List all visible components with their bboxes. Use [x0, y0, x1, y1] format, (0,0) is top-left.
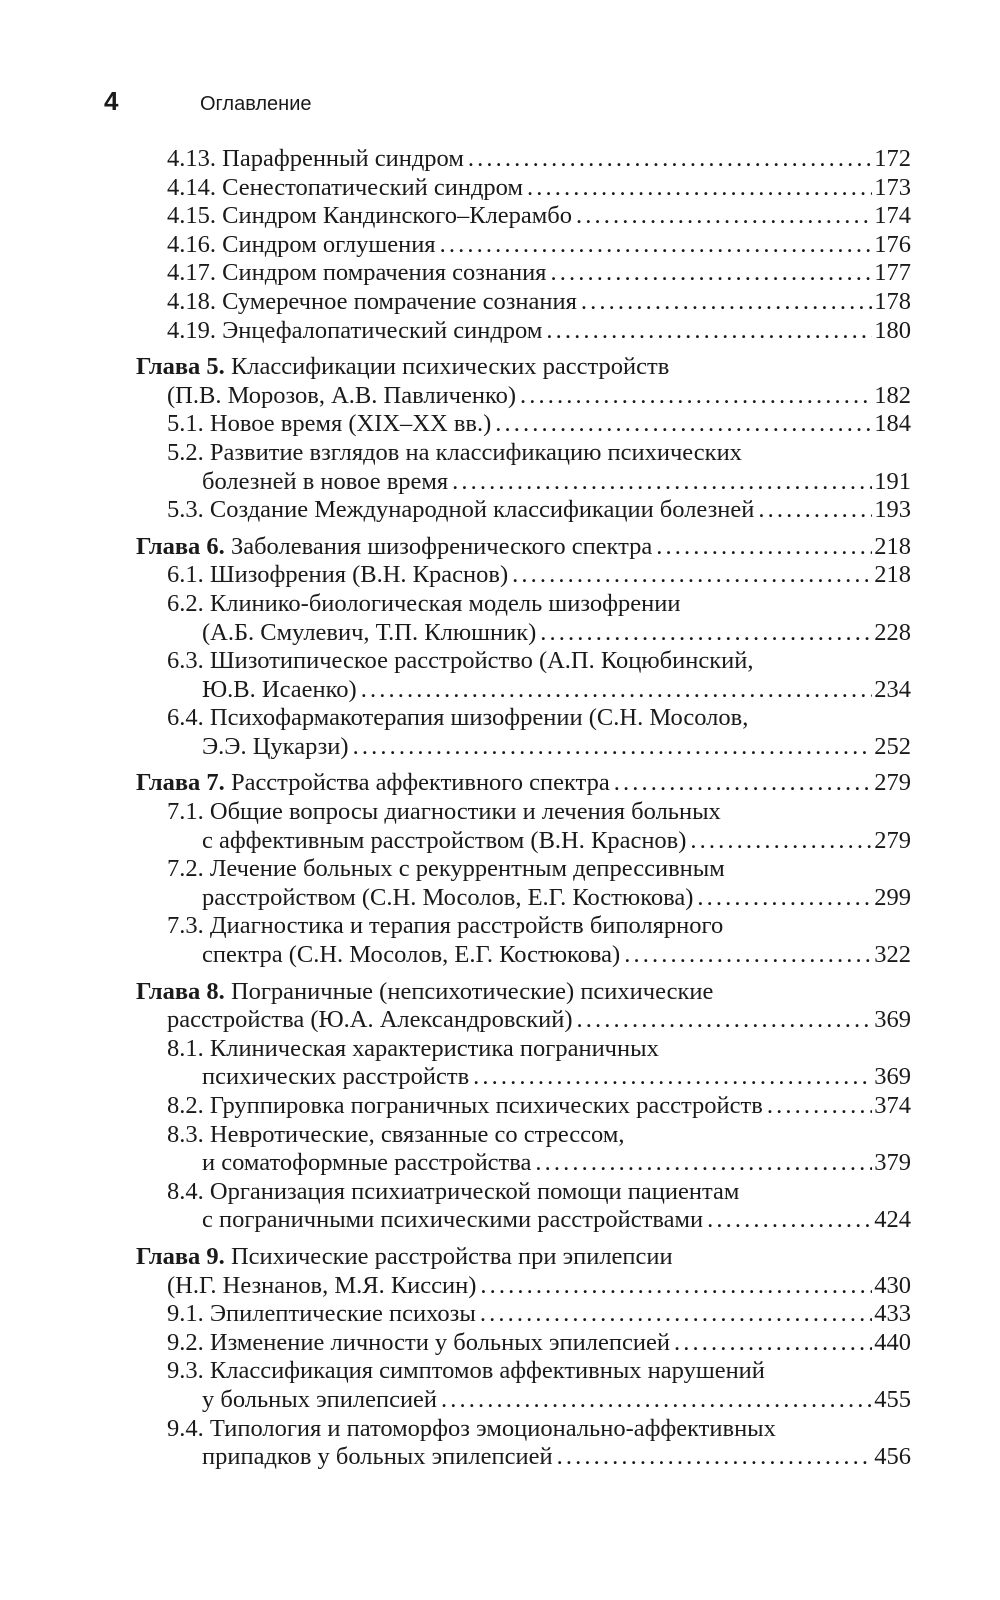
toc-page-number: 178	[874, 287, 911, 315]
toc-entry-7-3[interactable]	[136, 912, 911, 941]
toc-entry-6-1[interactable]	[136, 561, 911, 590]
toc-entry-8-4[interactable]	[136, 1178, 911, 1207]
toc-page-number: 430	[874, 1271, 911, 1299]
leader-dots	[763, 1092, 872, 1121]
toc-entry-8-2[interactable]	[136, 1092, 911, 1121]
toc-entry-title-cont: психических расстройств	[202, 1063, 470, 1091]
toc-page-number: 191	[874, 467, 911, 495]
chapter-label: Глава 6.	[136, 532, 225, 560]
toc-entry-4-14[interactable]	[136, 174, 911, 203]
chapter-title-cont: (П.В. Морозов, А.В. Павличенко)	[167, 381, 517, 409]
chapter-label: Глава 5.	[136, 353, 225, 381]
toc-entry-4-15[interactable]	[136, 202, 911, 231]
toc-entry-4-17[interactable]	[136, 259, 911, 288]
leader-dots	[476, 1300, 872, 1329]
toc-page-number: 322	[874, 941, 911, 969]
toc-page-number: 234	[874, 675, 911, 703]
toc-entry-5-2-cont[interactable]	[136, 468, 911, 497]
toc-entry-title: 4.16. Синдром оглушения	[167, 230, 436, 258]
toc-entry-8-3[interactable]	[136, 1121, 911, 1150]
leader-dots	[542, 317, 872, 346]
leader-dots	[577, 288, 872, 317]
toc-page-number: 184	[874, 410, 911, 438]
toc-entry-title-cont: спектра (С.Н. Мосолов, Е.Г. Костюкова)	[202, 941, 621, 969]
toc-entry-title: 5.3. Создание Международной классификации болезней	[167, 496, 755, 524]
toc-entry-8-3-cont[interactable]	[136, 1149, 911, 1178]
chapter-label: Глава 7.	[136, 769, 225, 797]
toc-page-number: 424	[874, 1206, 911, 1234]
toc-entry-title: 9.2. Изменение личности у больных эпилепсией	[167, 1328, 670, 1356]
toc-entry-title: 4.19. Энцефалопатический синдром	[167, 316, 543, 344]
toc-entry-6-4[interactable]	[136, 704, 911, 733]
toc-chapter-7[interactable]	[136, 769, 911, 798]
toc-entry-4-19[interactable]	[136, 317, 911, 346]
toc-entry-title: 7.3. Диагностика и терапия расстройств биполярного	[167, 912, 724, 940]
toc-page-number: 252	[874, 732, 911, 760]
toc-entry-title-cont: припадков у больных эпилепсией	[202, 1443, 553, 1471]
toc-chapter-9[interactable]	[136, 1243, 911, 1272]
toc-entry-5-2[interactable]	[136, 439, 911, 468]
toc-entry-9-4[interactable]	[136, 1415, 911, 1444]
chapter-title-cont: расстройства (Ю.А. Александровский)	[167, 1006, 573, 1034]
toc-entry-9-4-cont[interactable]	[136, 1443, 911, 1472]
toc-entry-title: 5.1. Новое время (XIX–XX вв.)	[167, 410, 492, 438]
toc-entry-7-2[interactable]	[136, 855, 911, 884]
toc-entry-title: 4.15. Синдром Кандинского–Клерамбо	[167, 202, 573, 230]
toc-entry-title-cont: и соматоформные расстройства	[202, 1149, 532, 1177]
toc-entry-9-2[interactable]	[136, 1329, 911, 1358]
toc-entry-6-4-cont[interactable]	[136, 733, 911, 762]
toc-entry-title: 8.3. Невротические, связанные со стрессом,	[167, 1120, 625, 1148]
toc-entry-title: 6.3. Шизотипическое расстройство (А.П. Коцюбинский,	[167, 647, 754, 675]
toc-entry-title-cont: Ю.В. Исаенко)	[202, 675, 357, 703]
leader-dots	[464, 145, 872, 174]
leader-dots	[436, 231, 873, 260]
leader-dots	[448, 468, 872, 497]
leader-dots	[553, 1443, 873, 1472]
toc-page-number: 369	[874, 1006, 911, 1034]
toc-entry-title: 4.14. Сенестопатический синдром	[167, 173, 523, 201]
leader-dots	[491, 410, 872, 439]
toc-entry-4-16[interactable]	[136, 231, 911, 260]
leader-dots	[652, 533, 872, 562]
table-of-contents	[136, 145, 911, 1472]
leader-dots	[620, 941, 872, 970]
toc-page-number: 180	[874, 316, 911, 344]
toc-entry-6-3-cont[interactable]	[136, 676, 911, 705]
leader-dots	[508, 561, 872, 590]
toc-page-number: 455	[874, 1385, 911, 1413]
leader-dots	[516, 382, 872, 411]
toc-entry-title: 6.2. Клинико-биологическая модель шизофрении	[167, 589, 681, 617]
leader-dots	[437, 1386, 872, 1415]
chapter-title-cont: (Н.Г. Незнанов, М.Я. Киссин)	[167, 1271, 477, 1299]
toc-chapter-8[interactable]	[136, 978, 911, 1007]
toc-entry-6-3[interactable]	[136, 647, 911, 676]
toc-page-number: 279	[874, 826, 911, 854]
toc-entry-title: 9.1. Эпилептические психозы	[167, 1300, 476, 1328]
toc-page-number: 193	[874, 496, 911, 524]
toc-entry-title: 7.2. Лечение больных с рекуррентным депрессивным	[167, 855, 725, 883]
toc-entry-4-18[interactable]	[136, 288, 911, 317]
toc-entry-title: 9.4. Типология и патоморфоз эмоционально-аффективных	[167, 1414, 776, 1442]
toc-entry-6-2-cont[interactable]	[136, 619, 911, 648]
toc-entry-title: 6.1. Шизофрения (В.Н. Краснов)	[167, 561, 509, 589]
toc-chapter-9-cont[interactable]	[136, 1272, 911, 1301]
leader-dots	[686, 827, 872, 856]
leader-dots	[693, 884, 872, 913]
running-title: Оглавление	[200, 93, 312, 115]
toc-page-number: 176	[874, 230, 911, 258]
toc-entry-title: 7.1. Общие вопросы диагностики и лечения больных	[167, 798, 721, 826]
toc-page-number: 218	[874, 532, 911, 560]
toc-entry-8-4-cont[interactable]	[136, 1206, 911, 1235]
page-header	[104, 86, 312, 126]
toc-page-number: 440	[874, 1328, 911, 1356]
chapter-title: Заболевания шизофренического спектра	[230, 532, 653, 560]
toc-entry-title: 4.18. Сумеречное помрачение сознания	[167, 287, 577, 315]
toc-chapter-5-cont[interactable]	[136, 382, 911, 411]
toc-entry-4-13[interactable]	[136, 145, 911, 174]
leader-dots	[754, 496, 872, 525]
leader-dots	[469, 1063, 872, 1092]
leader-dots	[523, 174, 872, 203]
toc-page-number: 456	[874, 1443, 911, 1471]
chapter-label: Глава 8.	[136, 977, 225, 1005]
toc-entry-title: 4.17. Синдром помрачения сознания	[167, 259, 547, 287]
toc-page-number: 173	[874, 173, 911, 201]
leader-dots	[670, 1329, 872, 1358]
chapter-title: Классификации психических расстройств	[230, 353, 670, 381]
chapter-title: Психические расстройства при эпилепсии	[230, 1242, 673, 1270]
leader-dots	[573, 1006, 873, 1035]
toc-entry-title: 8.1. Клиническая характеристика пограничных	[167, 1034, 659, 1062]
toc-entry-7-2-cont[interactable]	[136, 884, 911, 913]
toc-entry-7-1[interactable]	[136, 798, 911, 827]
chapter-label: Глава 9.	[136, 1242, 225, 1270]
toc-entry-title-cont: с аффективным расстройством (В.Н. Краснов)	[202, 826, 687, 854]
toc-page-number: 279	[874, 769, 911, 797]
toc-entry-9-3-cont[interactable]	[136, 1386, 911, 1415]
toc-entry-5-3[interactable]	[136, 496, 911, 525]
leader-dots	[349, 733, 873, 762]
toc-entry-title: 9.3. Классификация симптомов аффективных нарушений	[167, 1357, 765, 1385]
leader-dots	[546, 259, 872, 288]
toc-entry-title-cont: болезней в новое время	[202, 467, 449, 495]
toc-chapter-8-cont[interactable]	[136, 1006, 911, 1035]
toc-entry-8-1[interactable]	[136, 1035, 911, 1064]
toc-entry-7-1-cont[interactable]	[136, 827, 911, 856]
chapter-title: Пограничные (непсихотические) психические	[230, 977, 714, 1005]
toc-page-number: 374	[874, 1092, 911, 1119]
toc-entry-title: 5.2. Развитие взглядов на классификацию психических	[167, 438, 742, 466]
toc-page-number: 172	[874, 145, 911, 172]
toc-page-number: 433	[874, 1300, 911, 1328]
toc-entry-title: 8.2. Группировка пограничных психических расстройств	[167, 1092, 763, 1119]
toc-chapter-5[interactable]	[136, 353, 911, 382]
leader-dots	[703, 1206, 872, 1235]
leader-dots	[572, 202, 872, 231]
toc-entry-title: 4.13. Парафренный синдром	[167, 145, 464, 172]
toc-entry-title: 6.4. Психофармакотерапия шизофрении (С.Н. Мосолов,	[167, 704, 749, 732]
leader-dots	[531, 1149, 872, 1178]
toc-entry-8-1-cont[interactable]	[136, 1063, 911, 1092]
toc-entry-title: 8.4. Организация психиатрической помощи пациентам	[167, 1177, 740, 1205]
toc-page-number: 228	[874, 618, 911, 646]
toc-entry-title-cont: (А.Б. Смулевич, Т.П. Клюшник)	[202, 618, 537, 646]
toc-page-number: 218	[874, 561, 911, 589]
toc-page-number: 182	[874, 381, 911, 409]
chapter-title: Расстройства аффективного спектра	[230, 769, 610, 797]
toc-entry-title-cont: у больных эпилепсией	[202, 1385, 438, 1413]
page-number: 4	[104, 86, 119, 116]
toc-entry-title-cont: расстройством (С.Н. Мосолов, Е.Г. Костюкова)	[202, 883, 694, 911]
toc-page-number: 174	[874, 202, 911, 230]
toc-page-number: 369	[874, 1063, 911, 1091]
leader-dots	[476, 1272, 872, 1301]
toc-page-number: 299	[874, 883, 911, 911]
toc-entry-9-1[interactable]	[136, 1300, 911, 1329]
toc-page-number: 177	[874, 259, 911, 287]
leader-dots	[536, 619, 872, 648]
leader-dots	[610, 769, 873, 798]
toc-chapter-6[interactable]	[136, 533, 911, 562]
leader-dots	[357, 676, 873, 705]
toc-entry-title-cont: Э.Э. Цукарзи)	[202, 732, 349, 760]
toc-page-number: 379	[874, 1149, 911, 1177]
toc-entry-9-3[interactable]	[136, 1357, 911, 1386]
toc-entry-title-cont: с пограничными психическими расстройствами	[202, 1206, 704, 1234]
toc-entry-5-1[interactable]	[136, 410, 911, 439]
toc-entry-7-3-cont[interactable]	[136, 941, 911, 970]
toc-entry-6-2[interactable]	[136, 590, 911, 619]
